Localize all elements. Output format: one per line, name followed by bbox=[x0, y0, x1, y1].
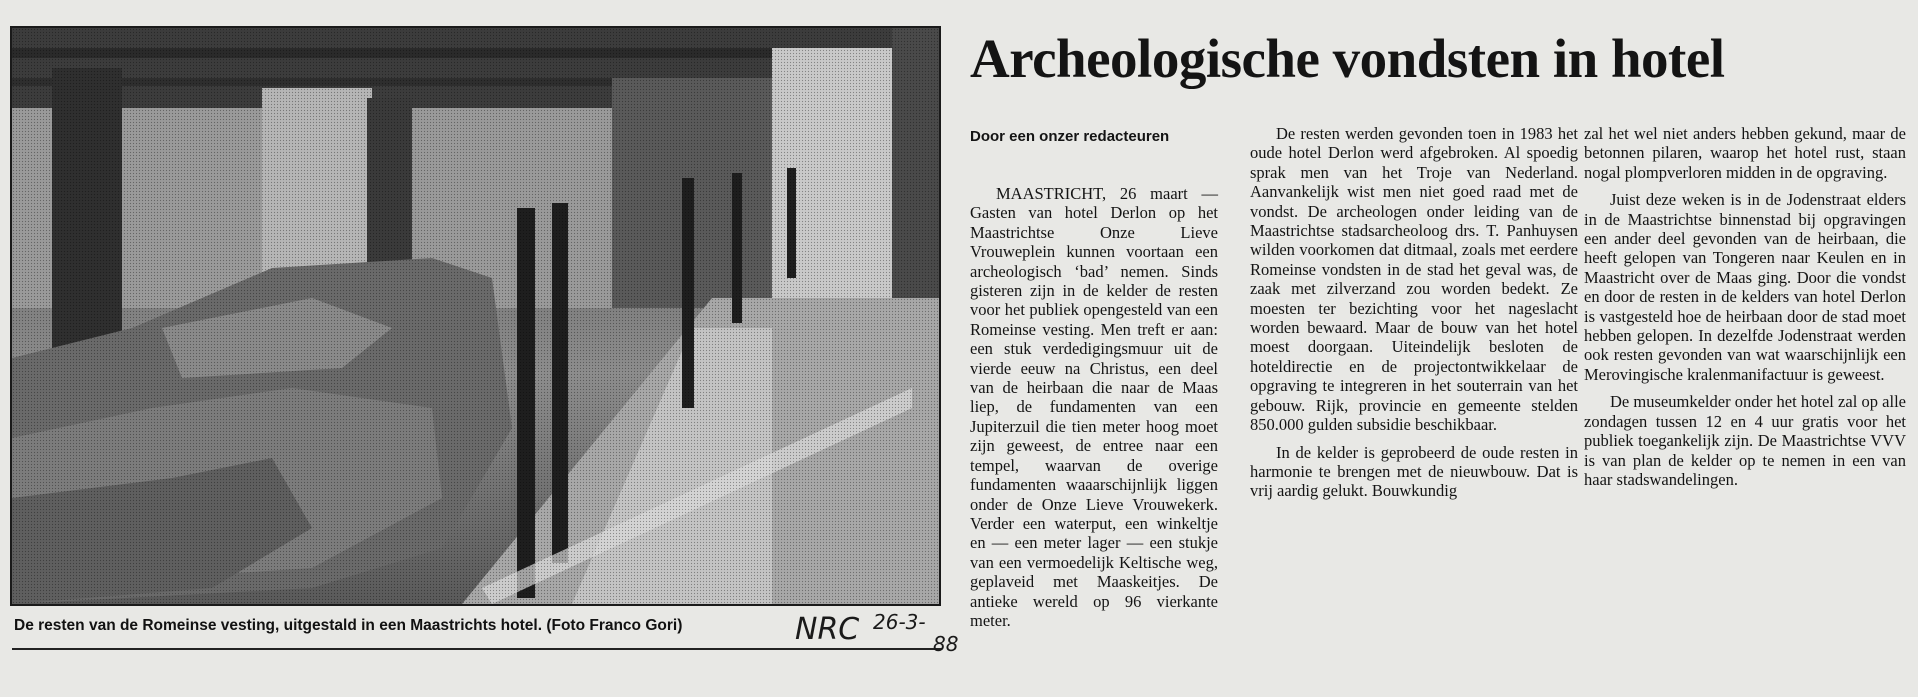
photo-caption: De resten van de Romeinse vesting, uitgestald in een Maastrichts hotel. (Foto Franco Gori) bbox=[14, 617, 683, 634]
handwritten-source-annotation: NRC bbox=[795, 612, 860, 647]
article-column-1 bbox=[970, 184, 1218, 630]
paragraph: De resten werden gevonden toen in 1983 het oude hotel Derlon werd afgebroken. Al spoedig sprak men van het Troje van Nederland. Aanvankelijk wist men niet goed raad met de vondst. De archeologen onder leiding van de Maastrichtse stadsarcheoloog drs. T. Panhuysen wilden voorkomen dat ditmaal, zoals met eerdere Romeinse vondsten in de stad het geval was, de zaak met zilverzand zou worden bedekt. Ze moesten ter bezichting voor het nageslacht worden bewaard. Maar de bouw van het hotel moest doorgaan. Uiteindelijk besloten de hoteldirectie en de projectontwikkelaar de opgraving te integreren in het souterrain van het gebouw. Rijk, provincie en gemeente stelden 850.000 gulden subsidie beschikbaar. bbox=[1250, 124, 1578, 435]
article-byline: Door een onzer redacteuren bbox=[970, 128, 1170, 145]
article-column-2 bbox=[1250, 124, 1578, 501]
photo-illustration bbox=[12, 28, 939, 604]
article-headline: Archeologische vondsten in hotel bbox=[970, 28, 1725, 89]
paragraph: Juist deze weken is in de Jodenstraat elders in de Maastrichtse binnenstad bij opgravingen een ander deel gevonden van de heirbaan, die heeft gelopen van Tongeren naar Keulen en in Maastricht over de Maas ging. Door die vondst en door de resten in de kelders van hotel Derlon is vastgesteld hoe de heirbaan door de stad moet hebben gelopen. In dezelfde Jodenstraat werden ook resten gevonden van wat waarschijnlijk een Merovingische kralenmanifactuur is geweest. bbox=[1584, 190, 1906, 384]
handwritten-date-annotation: 26-3- bbox=[873, 610, 926, 634]
handwritten-year-annotation: 88 bbox=[933, 632, 959, 656]
paragraph: In de kelder is geprobeerd de oude resten in harmonie te brengen met de nieuwbouw. Dat is vrij aardig gelukt. Bouwkundig bbox=[1250, 442, 1578, 501]
paragraph: zal het wel niet anders hebben gekund, maar de betonnen pilaren, waarop het hotel rust, staan nogal plompverloren midden in de opgraving. bbox=[1584, 124, 1906, 182]
paragraph: De museumkelder onder het hotel zal op alle zondagen tussen 12 en 4 uur gratis voor het publiek toegankelijk zijn. De Maastrichtse VVV is van plan de kelder op te nemen in een van haar stadswandelingen. bbox=[1584, 392, 1906, 489]
article-photo bbox=[10, 26, 941, 606]
article-column-3 bbox=[1584, 124, 1906, 489]
paragraph: MAASTRICHT, 26 maart — Gasten van hotel Derlon op het Maastrichtse Onze Lieve Vrouweplein kunnen voortaan een archeologisch ‘bad’ nemen. Sinds gisteren zijn in de kelder de resten voor het publiek opengesteld van een Romeinse vesting. Men treft er aan: een stuk verdedigingsmuur uit de vierde eeuw na Christus, een deel van de heirbaan die naar de Maas liep, de fundamenten van een Jupiterzuil die tien meter hoog moet zijn geweest, de entree naar een tempel, waarvan de overige fundamenten waaarschijnlijk liggen onder de Onze Lieve Vrouwekerk. Verder een waterput, een winkeltje en — een meter lager — een stukje van een vermoedelijk Keltische weg, geplaveid met Maaskeitjes. De antieke wereld op 96 vierkante meter. bbox=[970, 184, 1218, 630]
